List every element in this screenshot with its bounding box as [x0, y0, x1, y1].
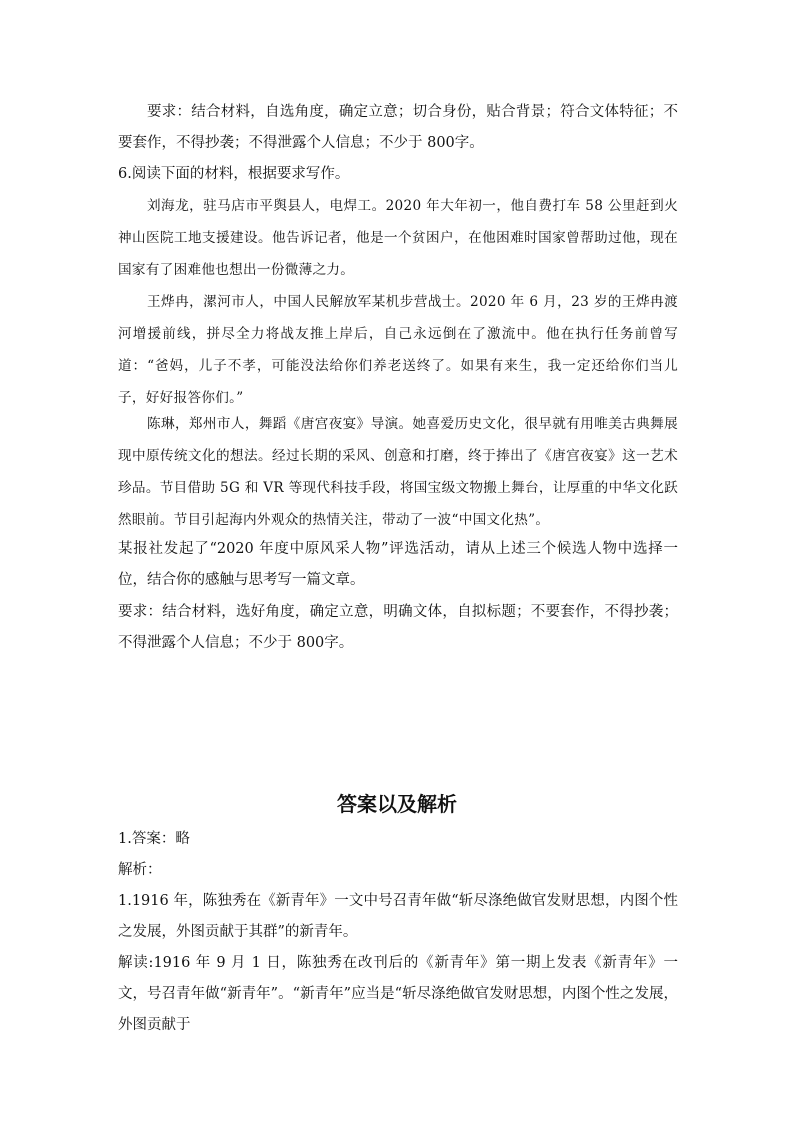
writing-task: 某报社发起了“2020 年度中原风采人物”评选活动，请从上述三个候选人物中选择一位，结合你的感触与思考写一篇文章。 — [118, 541, 678, 588]
analysis-label: 解析： — [118, 862, 162, 878]
answers-heading: 答案以及解析 — [337, 792, 457, 816]
material-paragraph-3: 陈琳，郑州市人，舞蹈《唐宫夜宴》导演。她喜爱历史文化，很早就有用唯美古典舞展现中原传统文化的想法。经过长期的采风、创意和打磨，终于捧出了《唐宫夜宴》这一艺术珍品。节目借助 5G 和 VR 等现代科技手段，将国宝级文物搬上舞台，让厚重的中华文化跃然眼前。节目引起海内外观众的热情关注，带动了一波“中国文化热”。 — [118, 416, 678, 528]
analysis-1: 1.1916 年，陈独秀在《新青年》一文中号召青年做“斩尽涤绝做官发财思想，内图个性之发展，外图贡献于其群”的新青年。 — [118, 893, 678, 940]
interpretation: 解读:1916 年 9 月 1 日，陈独秀在改刊后的《新青年》第一期上发表《新青年》一文，号召青年做“新青年”。“新青年”应当是“斩尽涤绝做官发财思想，内图个性之发展，外图贡献于 — [118, 955, 678, 1033]
answer-1: 1.答案：略 — [118, 831, 190, 847]
material-paragraph-1: 刘海龙，驻马店市平舆县人，电焊工。2020 年大年初一，他自费打车 58 公里赶到火神山医院工地支援建设。他告诉记者，他是一个贫困户，在他困难时国家曾帮助过他，现在国家有了困难他也想出一份微薄之力。 — [118, 198, 678, 278]
question-6-requirement: 要求：结合材料，选好角度，确定立意，明确文体，自拟标题；不要套作，不得抄袭；不得泄露个人信息；不少于 800字。 — [118, 604, 678, 651]
question-5-requirement: 要求：结合材料，自选角度，确定立意；切合身份，贴合背景；符合文体特征；不要套作，不得抄袭；不得泄露个人信息；不少于 800字。 — [118, 104, 678, 151]
material-paragraph-2: 王烨冉，漯河市人，中国人民解放军某机步营战士。2020 年 6 月，23 岁的王烨冉渡河增援前线，拼尽全力将战友推上岸后，自己永远倒在了激流中。他在执行任务前曾写道：“爸妈，儿子不孝，可能没法给你们养老送终了。如果有来生，我一定还给你们当儿子，好好报答你们。” — [118, 294, 678, 406]
question-6-prompt: 6.阅读下面的材料，根据要求写作。 — [118, 166, 350, 182]
